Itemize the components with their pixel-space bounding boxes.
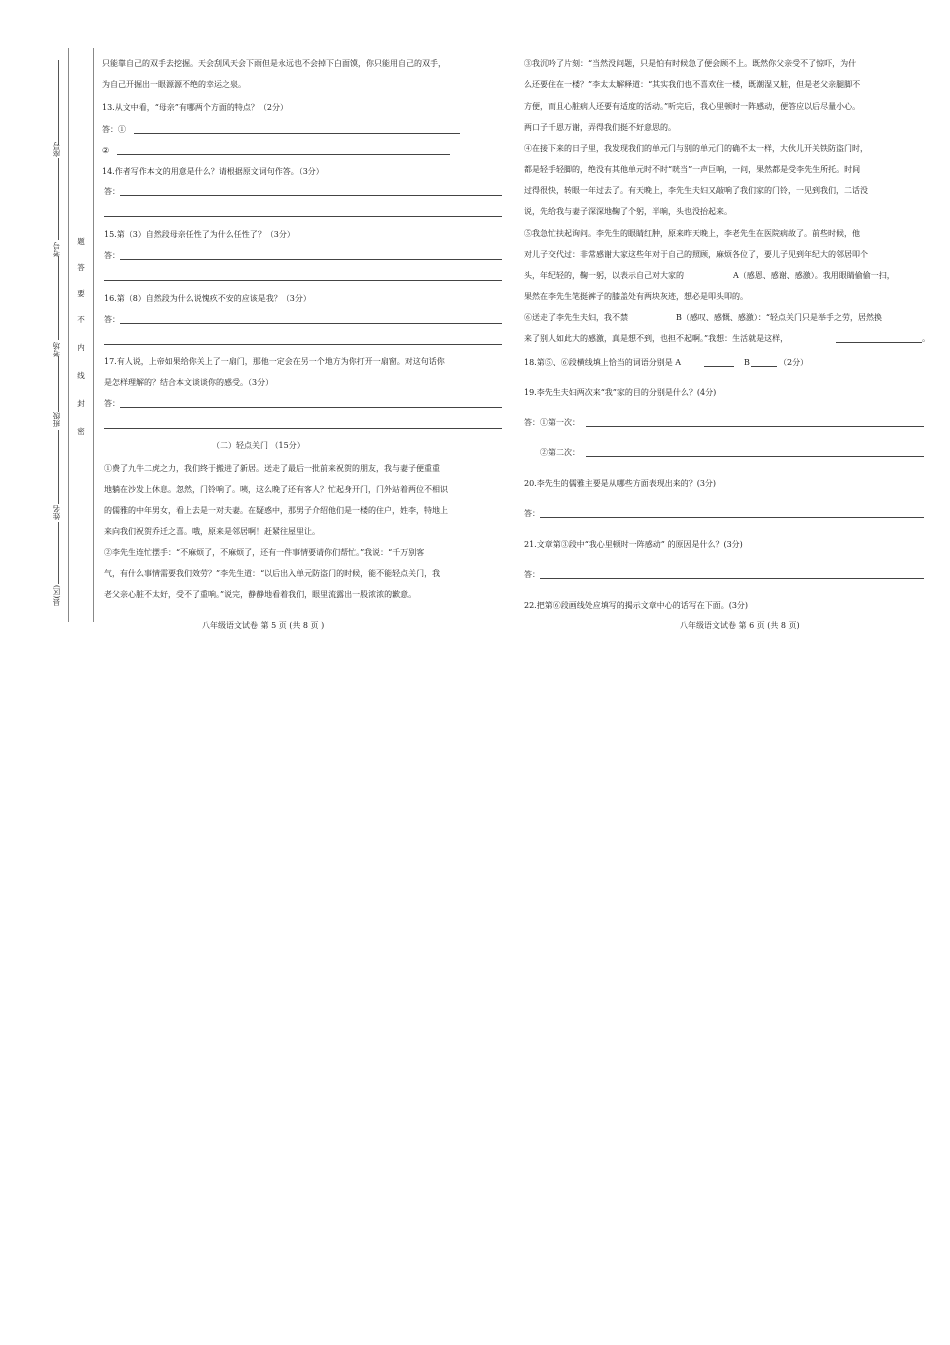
answer-line[interactable] (117, 154, 450, 155)
answer-line[interactable] (104, 280, 502, 281)
blank-a[interactable] (704, 366, 734, 367)
seal-char: 要 (77, 289, 85, 298)
margin-line-outer (68, 48, 69, 622)
passage-line-a: A（感恩、感谢、感激）。我用眼睛偷偷一扫， (733, 271, 895, 280)
question-18: 18.第⑤、⑥段横线填上恰当的词语分别是 A (524, 358, 682, 367)
field-line (58, 256, 59, 340)
passage-line: 果然在李先生笔挺裤子的膝盖处有两块灰迹，想必是叩头叩的。 (524, 292, 748, 301)
passage-line: ③我沉吟了片刻：“当然没问题，只是怕有时候急了便会顾不上。既然你父亲受不了惊吓，为什 (524, 59, 857, 68)
passage-line: ⑤我急忙扶起询问。李先生的眼睛红肿，原来昨天晚上，李老先生在医院病故了。前些时候，他 (524, 229, 860, 238)
answer-line[interactable] (540, 517, 924, 518)
answer-label: 答： (104, 399, 120, 408)
passage-line: ①费了九牛二虎之力，我们终于搬进了新居。送走了最后一批前来祝贺的朋友，我与妻子便重重 (104, 464, 440, 473)
passage-line: ⑥送走了李先生夫妇，我不禁 (524, 313, 628, 322)
section-heading: （二）轻点关门 （15分） (212, 441, 305, 450)
answer-line[interactable] (586, 426, 924, 427)
page-footer: 八年级语文试卷 第 5 页 (共 8 页 ) (202, 621, 325, 630)
answer-label: 答： (104, 315, 120, 324)
margin-line-inner (93, 48, 94, 622)
answer-label: ②第二次： (540, 448, 580, 457)
passage-line: 说，先给我与妻子深深地鞠了个躬，半晌，头也没抬起来。 (524, 207, 732, 216)
field-line (58, 522, 59, 584)
answer-label: 答：① (102, 125, 126, 134)
passage-line: 么还要住在一楼？”李太太解释道：“其实我们也不喜欢住一楼，既潮湿又脏，但是老父亲腿脚不 (524, 80, 861, 89)
passage-line-b: B（感叹、感慨、感激）：“轻点关门只是举手之劳，居然换 (676, 313, 882, 322)
blank-b[interactable] (751, 366, 777, 367)
answer-label: 答： (104, 187, 120, 196)
text-line: 为自己开掘出一眼源源不绝的幸运之泉。 (102, 80, 246, 89)
seal-char: 答 (77, 263, 85, 272)
answer-line[interactable] (134, 133, 460, 134)
blank-b-label: B (744, 358, 750, 367)
seal-char: 封 (77, 399, 85, 408)
question-22: 22.把第⑥段画线处应填写的揭示文章中心的话写在下面。(3分) (524, 601, 749, 610)
passage-line: 对儿子交代过：非常感谢大家这些年对于自己的照顾，麻烦各位了，要儿子见到年纪大的邻居叩个 (524, 250, 868, 259)
field-label-name: 姓名 (52, 505, 61, 520)
seal-char: 内 (77, 343, 85, 352)
passage-line: ②李先生连忙摆手：“不麻烦了，不麻烦了，还有一件事情要请你们帮忙。”我说：“千万别客 (104, 548, 425, 557)
answer-label: ② (102, 146, 110, 155)
field-label-exam-no: 考号 (52, 242, 61, 257)
question-17: 17.有人说，上帝如果给你关上了一扇门，那他一定会在另一个地方为你打开一扇窗。对这句话你 (104, 357, 445, 366)
passage-line: 的儒雅的中年男女，看上去是一对夫妻。在疑惑中，那男子介绍他们是一楼的住户，姓李，特地上 (104, 506, 448, 515)
answer-line[interactable] (586, 456, 924, 457)
answer-line[interactable] (120, 259, 502, 260)
field-label-county: 县(区) (52, 585, 61, 606)
answer-line[interactable] (104, 344, 502, 345)
passage-line: 老父亲心脏不太好，受不了重响。”说完，静静地看着我们，眼里流露出一股浓浓的歉意。 (104, 590, 417, 599)
passage-line: 过得很快，转眼一年过去了。有天晚上，李先生夫妇又敲响了我们家的门铃，一见到我们，二话没 (524, 186, 868, 195)
text-line: 只能靠自己的双手去挖掘。天会刮风天会下雨但是永远也不会掉下白面馍，你只能用自己的双手， (102, 59, 446, 68)
page-footer: 八年级语文试卷 第 6 页 (共 8 页) (680, 621, 800, 630)
field-line (58, 60, 59, 145)
field-line (58, 158, 59, 240)
question-16: 16.第（8）自然段为什么说愧疚不安的应该是我？（3分） (104, 294, 311, 303)
answer-line[interactable] (120, 407, 502, 408)
period: 。 (922, 334, 930, 343)
answer-line[interactable] (104, 428, 502, 429)
question-15: 15.第（3）自然段母亲任性了为什么任性了？（3分） (104, 230, 295, 239)
answer-label: 答：①第一次： (524, 418, 580, 427)
question-19: 19.李先生夫妇两次来“我”家的目的分别是什么？(4分) (524, 388, 717, 397)
field-label-class: 班级 (52, 412, 61, 427)
field-label-seat: 座号 (52, 142, 61, 157)
seal-char: 密 (77, 427, 85, 436)
answer-label: 答： (524, 509, 540, 518)
passage-line: 地躺在沙发上休息。忽然，门铃响了。咦，这么晚了还有客人？忙起身开门，门外站着两位不相识 (104, 485, 448, 494)
seal-char: 题 (77, 237, 85, 246)
passage-line: 头，年纪轻的，鞠一躬，以表示自己对大家的 (524, 271, 684, 280)
question-18-score: （2分） (779, 358, 809, 367)
answer-line[interactable] (104, 216, 502, 217)
passage-line: ④在接下来的日子里，我发现我们的单元门与别的单元门的确不太一样，大伙儿开关铁防盗门时， (524, 144, 868, 153)
field-line (58, 356, 59, 412)
passage-line: 来向我们祝贺乔迁之喜。哦，原来是邻居啊！赶紧往屋里让。 (104, 527, 320, 536)
passage-line: 气，有什么事情需要我们效劳？”李先生道：“以后出入单元防盗门的时候，能不能轻点关门，我 (104, 569, 441, 578)
answer-line[interactable] (120, 323, 502, 324)
question-21: 21.文章第③段中“我心里顿时一阵感动” 的原因是什么？(3分) (524, 540, 743, 549)
answer-label: 答： (104, 251, 120, 260)
fill-blank-underline[interactable] (836, 342, 922, 343)
answer-line[interactable] (120, 195, 502, 196)
passage-line: 都是轻手轻脚的，绝没有其他单元时不时“咣当”一声巨响，一问，果然都是受李先生所托。时间 (524, 165, 861, 174)
passage-line: 两口子千恩万谢，弄得我们挺不好意思的。 (524, 123, 676, 132)
field-label-exam-room: 考场 (52, 342, 61, 357)
answer-line[interactable] (540, 578, 924, 579)
answer-label: 答： (524, 570, 540, 579)
question-14: 14.作者写作本文的用意是什么？请根据原文词句作答。（3分） (102, 167, 324, 176)
passage-line: 来了别人如此大的感激，真是想不到，也担不起啊。”我想：生活就是这样， (524, 334, 789, 343)
field-line (58, 430, 59, 504)
question-20: 20.李先生的儒雅主要是从哪些方面表现出来的？(3分) (524, 479, 717, 488)
question-17-cont: 是怎样理解的？结合本文谈谈你的感受。（3分） (104, 378, 274, 387)
passage-line: 方便，而且心脏病人还要有适度的活动。”听完后，我心里顿时一阵感动，便答应以后尽量小心。 (524, 102, 861, 111)
seal-char: 线 (77, 371, 85, 380)
seal-char: 不 (77, 315, 85, 324)
question-13: 13.从文中看，“母亲”有哪两个方面的特点？（2分） (102, 103, 288, 112)
